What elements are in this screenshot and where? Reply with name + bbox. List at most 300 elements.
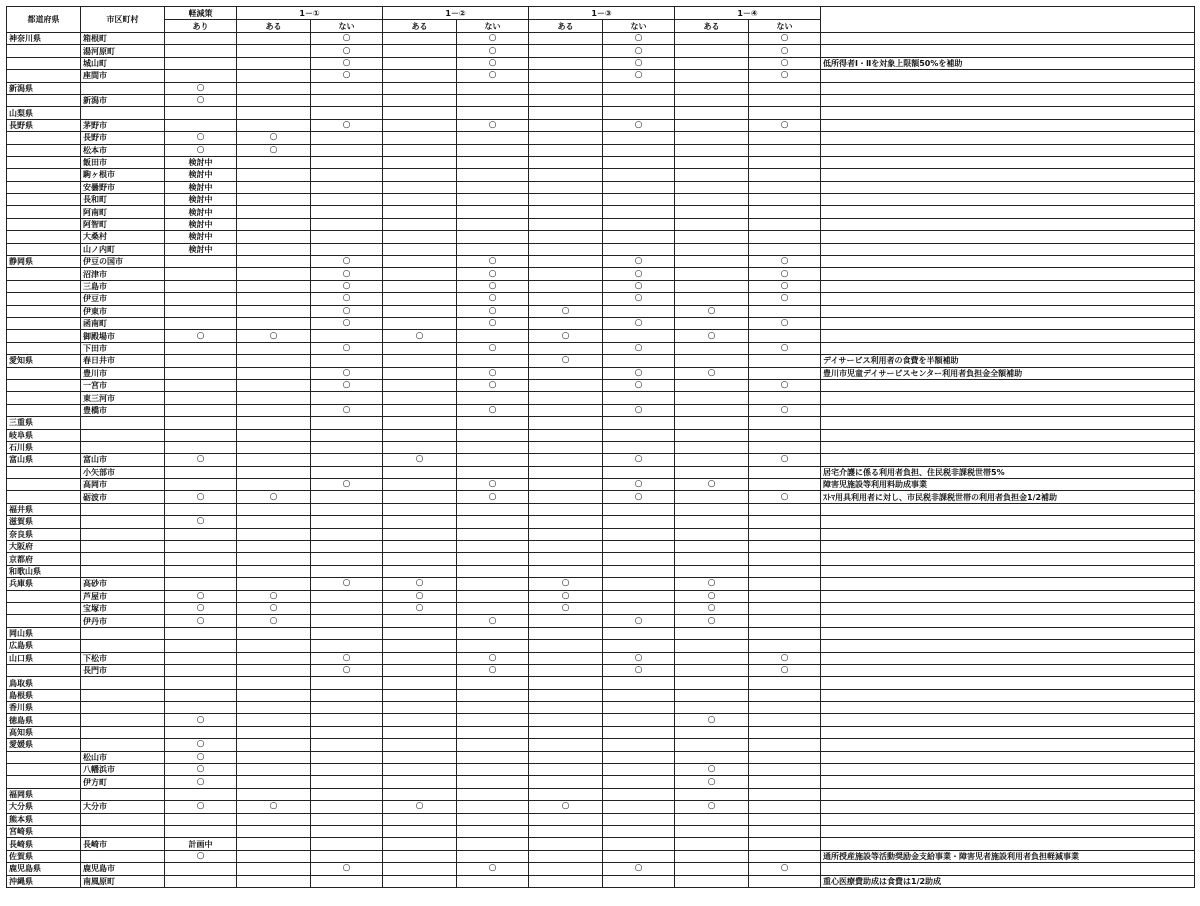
answer-cell [529, 863, 603, 875]
city-cell: 伊東市 [81, 305, 165, 317]
answer-cell [457, 602, 529, 614]
note-cell [821, 714, 1195, 726]
answer-cell [311, 553, 383, 565]
answer-cell [311, 194, 383, 206]
city-cell [81, 702, 165, 714]
pref-cell: 大阪府 [7, 541, 81, 553]
pref-cell [7, 132, 81, 144]
answer-cell [749, 875, 821, 887]
city-cell: 長崎市 [81, 838, 165, 850]
header-g2-aru: ある [383, 20, 457, 33]
city-cell: 城山町 [81, 57, 165, 69]
answer-cell [383, 156, 457, 168]
answer-cell [311, 875, 383, 887]
answer-cell: ○ [165, 602, 237, 614]
answer-cell [165, 640, 237, 652]
note-cell [821, 392, 1195, 404]
answer-cell [457, 565, 529, 577]
answer-cell [603, 144, 675, 156]
answer-cell [237, 429, 311, 441]
city-cell: 下松市 [81, 652, 165, 664]
answer-cell [529, 454, 603, 466]
city-cell: 豊橋市 [81, 404, 165, 416]
answer-cell [529, 664, 603, 676]
answer-cell [237, 404, 311, 416]
note-cell [821, 751, 1195, 763]
pref-cell [7, 194, 81, 206]
answer-cell [603, 330, 675, 342]
pref-cell: 鹿児島県 [7, 863, 81, 875]
answer-cell [529, 132, 603, 144]
answer-cell: ○ [529, 305, 603, 317]
answer-cell [237, 553, 311, 565]
answer-cell: ○ [749, 70, 821, 82]
note-cell: 居宅介護に係る利用者負担、住民税非課税世帯5% [821, 466, 1195, 478]
answer-cell [749, 751, 821, 763]
answer-cell [237, 243, 311, 255]
answer-cell [457, 132, 529, 144]
answer-cell [603, 107, 675, 119]
note-cell [821, 218, 1195, 230]
answer-cell: ○ [457, 863, 529, 875]
answer-cell [457, 751, 529, 763]
table-row [7, 652, 1195, 664]
answer-cell [529, 156, 603, 168]
header-group-1: 1－① [237, 7, 383, 20]
answer-cell [311, 417, 383, 429]
answer-cell [529, 194, 603, 206]
answer-cell: ○ [311, 367, 383, 379]
answer-cell [749, 429, 821, 441]
answer-cell [383, 652, 457, 664]
answer-cell: ○ [457, 615, 529, 627]
answer-cell [603, 590, 675, 602]
note-cell [821, 565, 1195, 577]
answer-cell [383, 218, 457, 230]
answer-cell [529, 243, 603, 255]
answer-cell [529, 218, 603, 230]
answer-cell [383, 379, 457, 391]
answer-cell [311, 602, 383, 614]
pref-cell: 岡山県 [7, 627, 81, 639]
table-row [7, 466, 1195, 478]
answer-cell [457, 503, 529, 515]
pref-cell [7, 243, 81, 255]
answer-cell: ○ [749, 256, 821, 268]
answer-cell [311, 454, 383, 466]
answer-cell [529, 256, 603, 268]
answer-cell [237, 70, 311, 82]
answer-cell [529, 94, 603, 106]
answer-cell [383, 702, 457, 714]
answer-cell [311, 751, 383, 763]
table-row [7, 256, 1195, 268]
answer-cell [529, 231, 603, 243]
answer-cell [165, 404, 237, 416]
note-cell [821, 838, 1195, 850]
city-cell [81, 714, 165, 726]
answer-cell [383, 33, 457, 45]
answer-cell: ○ [311, 256, 383, 268]
answer-cell [311, 677, 383, 689]
answer-cell [749, 243, 821, 255]
answer-cell [749, 231, 821, 243]
table-row [7, 826, 1195, 838]
answer-cell: ○ [311, 479, 383, 491]
answer-cell [603, 602, 675, 614]
answer-cell [749, 850, 821, 862]
note-cell [821, 689, 1195, 701]
answer-cell: ○ [237, 590, 311, 602]
table-row [7, 243, 1195, 255]
pref-cell [7, 602, 81, 614]
answer-cell [237, 850, 311, 862]
city-cell: 茅野市 [81, 119, 165, 131]
answer-cell [457, 528, 529, 540]
table-row [7, 627, 1195, 639]
table-row [7, 578, 1195, 590]
table-row [7, 863, 1195, 875]
answer-cell [457, 107, 529, 119]
answer-cell [529, 119, 603, 131]
answer-cell [603, 218, 675, 230]
answer-cell: ○ [311, 578, 383, 590]
answer-cell [529, 367, 603, 379]
answer-cell: ○ [237, 132, 311, 144]
answer-cell [529, 813, 603, 825]
answer-cell [749, 169, 821, 181]
answer-cell [237, 119, 311, 131]
answer-cell [165, 528, 237, 540]
note-cell [821, 590, 1195, 602]
answer-cell [457, 640, 529, 652]
answer-cell [603, 94, 675, 106]
city-cell [81, 565, 165, 577]
answer-cell [675, 553, 749, 565]
answer-cell [529, 70, 603, 82]
answer-cell [603, 441, 675, 453]
answer-cell [675, 863, 749, 875]
answer-cell [237, 156, 311, 168]
answer-cell [383, 516, 457, 528]
city-cell: 宝塚市 [81, 602, 165, 614]
answer-cell [383, 82, 457, 94]
answer-cell [383, 45, 457, 57]
answer-cell [529, 144, 603, 156]
answer-cell: ○ [457, 268, 529, 280]
answer-cell [603, 875, 675, 887]
answer-cell: ○ [675, 764, 749, 776]
note-cell [821, 788, 1195, 800]
answer-cell [237, 826, 311, 838]
answer-cell [311, 94, 383, 106]
answer-cell [675, 627, 749, 639]
pref-cell: 徳島県 [7, 714, 81, 726]
answer-cell [749, 702, 821, 714]
pref-cell [7, 776, 81, 788]
city-cell: 松本市 [81, 144, 165, 156]
answer-cell [237, 218, 311, 230]
answer-cell [457, 516, 529, 528]
answer-cell [237, 317, 311, 329]
answer-cell [749, 156, 821, 168]
answer-cell: ○ [237, 801, 311, 813]
answer-cell [529, 342, 603, 354]
answer-cell [311, 541, 383, 553]
answer-cell [383, 194, 457, 206]
city-cell: 高砂市 [81, 578, 165, 590]
answer-cell [237, 466, 311, 478]
note-cell [821, 293, 1195, 305]
answer-cell [383, 231, 457, 243]
answer-cell [311, 702, 383, 714]
answer-cell [675, 256, 749, 268]
answer-cell: ○ [457, 652, 529, 664]
note-cell [821, 181, 1195, 193]
answer-cell [165, 417, 237, 429]
answer-cell [237, 702, 311, 714]
header-group-2: 1－② [383, 7, 529, 20]
answer-cell [237, 788, 311, 800]
answer-cell: ○ [603, 342, 675, 354]
note-cell [821, 776, 1195, 788]
answer-cell [311, 206, 383, 218]
answer-cell [529, 491, 603, 503]
table-row [7, 565, 1195, 577]
answer-cell [383, 714, 457, 726]
city-cell: 安曇野市 [81, 181, 165, 193]
city-cell: 小矢部市 [81, 466, 165, 478]
answer-cell [311, 107, 383, 119]
answer-cell [237, 565, 311, 577]
answer-cell [237, 776, 311, 788]
table-row [7, 602, 1195, 614]
answer-cell [383, 627, 457, 639]
table-row [7, 776, 1195, 788]
answer-cell [675, 132, 749, 144]
answer-cell: ○ [603, 119, 675, 131]
answer-cell [457, 875, 529, 887]
answer-cell [383, 764, 457, 776]
table-row [7, 664, 1195, 676]
answer-cell: ○ [165, 94, 237, 106]
note-cell [821, 132, 1195, 144]
note-cell [821, 764, 1195, 776]
table-row [7, 94, 1195, 106]
answer-cell [383, 144, 457, 156]
answer-cell [603, 156, 675, 168]
city-cell: 砺波市 [81, 491, 165, 503]
pref-cell: 山口県 [7, 652, 81, 664]
answer-cell [383, 417, 457, 429]
table-row [7, 305, 1195, 317]
header-pref: 都道府県 [7, 7, 81, 33]
answer-cell: ○ [749, 33, 821, 45]
answer-cell: ○ [165, 491, 237, 503]
answer-cell [675, 70, 749, 82]
answer-cell [311, 355, 383, 367]
answer-cell: ○ [311, 57, 383, 69]
answer-cell [383, 776, 457, 788]
table-row [7, 726, 1195, 738]
pref-cell [7, 392, 81, 404]
pref-cell [7, 268, 81, 280]
city-cell [81, 107, 165, 119]
pref-cell: 兵庫県 [7, 578, 81, 590]
answer-cell [237, 503, 311, 515]
answer-cell [529, 553, 603, 565]
answer-cell: ○ [603, 379, 675, 391]
city-cell: 伊方町 [81, 776, 165, 788]
answer-cell: ○ [749, 491, 821, 503]
table-row [7, 788, 1195, 800]
answer-cell [749, 826, 821, 838]
answer-cell [165, 826, 237, 838]
answer-cell [237, 181, 311, 193]
answer-cell [749, 194, 821, 206]
city-cell: 長門市 [81, 664, 165, 676]
table-row [7, 280, 1195, 292]
answer-cell [165, 702, 237, 714]
answer-cell [749, 801, 821, 813]
note-cell [821, 256, 1195, 268]
table-body [7, 33, 1195, 888]
answer-cell: ○ [457, 317, 529, 329]
answer-cell: ○ [603, 404, 675, 416]
answer-cell [675, 875, 749, 887]
answer-cell: ○ [603, 70, 675, 82]
note-cell [821, 702, 1195, 714]
pref-cell: 島根県 [7, 689, 81, 701]
answer-cell [603, 714, 675, 726]
answer-cell [237, 479, 311, 491]
city-cell [81, 726, 165, 738]
answer-cell [237, 268, 311, 280]
city-cell: 松山市 [81, 751, 165, 763]
answer-cell [165, 875, 237, 887]
answer-cell [457, 776, 529, 788]
answer-cell: ○ [457, 119, 529, 131]
table-row [7, 33, 1195, 45]
answer-cell [675, 702, 749, 714]
note-cell [821, 602, 1195, 614]
city-cell [81, 553, 165, 565]
note-cell [821, 82, 1195, 94]
answer-cell [311, 788, 383, 800]
answer-cell [749, 764, 821, 776]
answer-cell [749, 640, 821, 652]
table-row [7, 342, 1195, 354]
answer-cell: ○ [457, 70, 529, 82]
answer-cell [529, 739, 603, 751]
answer-cell: ○ [603, 615, 675, 627]
answer-cell [457, 689, 529, 701]
answer-cell [675, 82, 749, 94]
answer-cell [675, 652, 749, 664]
header-g4-nai: ない [749, 20, 821, 33]
answer-cell: ○ [311, 404, 383, 416]
answer-cell [237, 652, 311, 664]
answer-cell: ○ [749, 268, 821, 280]
answer-cell [529, 107, 603, 119]
answer-cell: 検討中 [165, 156, 237, 168]
answer-cell: ○ [311, 317, 383, 329]
answer-cell [529, 565, 603, 577]
answer-cell [603, 776, 675, 788]
answer-cell [749, 330, 821, 342]
answer-cell [749, 565, 821, 577]
note-cell [821, 119, 1195, 131]
answer-cell [749, 82, 821, 94]
note-cell [821, 280, 1195, 292]
note-cell [821, 243, 1195, 255]
answer-cell [675, 231, 749, 243]
answer-cell [749, 218, 821, 230]
answer-cell: 検討中 [165, 169, 237, 181]
answer-cell [675, 194, 749, 206]
city-cell: 高岡市 [81, 479, 165, 491]
answer-cell [603, 627, 675, 639]
answer-cell [311, 776, 383, 788]
city-cell [81, 627, 165, 639]
answer-cell [603, 417, 675, 429]
answer-cell [311, 429, 383, 441]
answer-cell [383, 429, 457, 441]
answer-cell [675, 516, 749, 528]
table-row [7, 875, 1195, 887]
table-row [7, 429, 1195, 441]
table-row [7, 590, 1195, 602]
answer-cell: ○ [529, 330, 603, 342]
answer-cell [165, 726, 237, 738]
answer-cell: ○ [749, 342, 821, 354]
note-cell [821, 652, 1195, 664]
answer-cell [749, 627, 821, 639]
answer-cell [311, 801, 383, 813]
answer-cell: ○ [675, 479, 749, 491]
answer-cell [675, 689, 749, 701]
answer-cell [749, 107, 821, 119]
note-cell [821, 454, 1195, 466]
answer-cell [383, 268, 457, 280]
table-row [7, 57, 1195, 69]
answer-cell [529, 764, 603, 776]
answer-cell [529, 57, 603, 69]
pref-cell [7, 280, 81, 292]
answer-cell [529, 528, 603, 540]
answer-cell: ○ [749, 379, 821, 391]
answer-cell: ○ [529, 801, 603, 813]
city-cell [81, 528, 165, 540]
answer-cell [675, 466, 749, 478]
city-cell [81, 813, 165, 825]
pref-cell: 新潟県 [7, 82, 81, 94]
answer-cell [383, 404, 457, 416]
answer-cell [311, 516, 383, 528]
answer-cell [165, 367, 237, 379]
note-cell [821, 578, 1195, 590]
answer-cell: ○ [165, 739, 237, 751]
answer-cell: ○ [603, 57, 675, 69]
answer-cell [383, 441, 457, 453]
table-row [7, 330, 1195, 342]
answer-cell [165, 45, 237, 57]
note-cell [821, 615, 1195, 627]
answer-cell [237, 280, 311, 292]
answer-cell [603, 305, 675, 317]
answer-cell: ○ [457, 404, 529, 416]
answer-cell: ○ [311, 305, 383, 317]
